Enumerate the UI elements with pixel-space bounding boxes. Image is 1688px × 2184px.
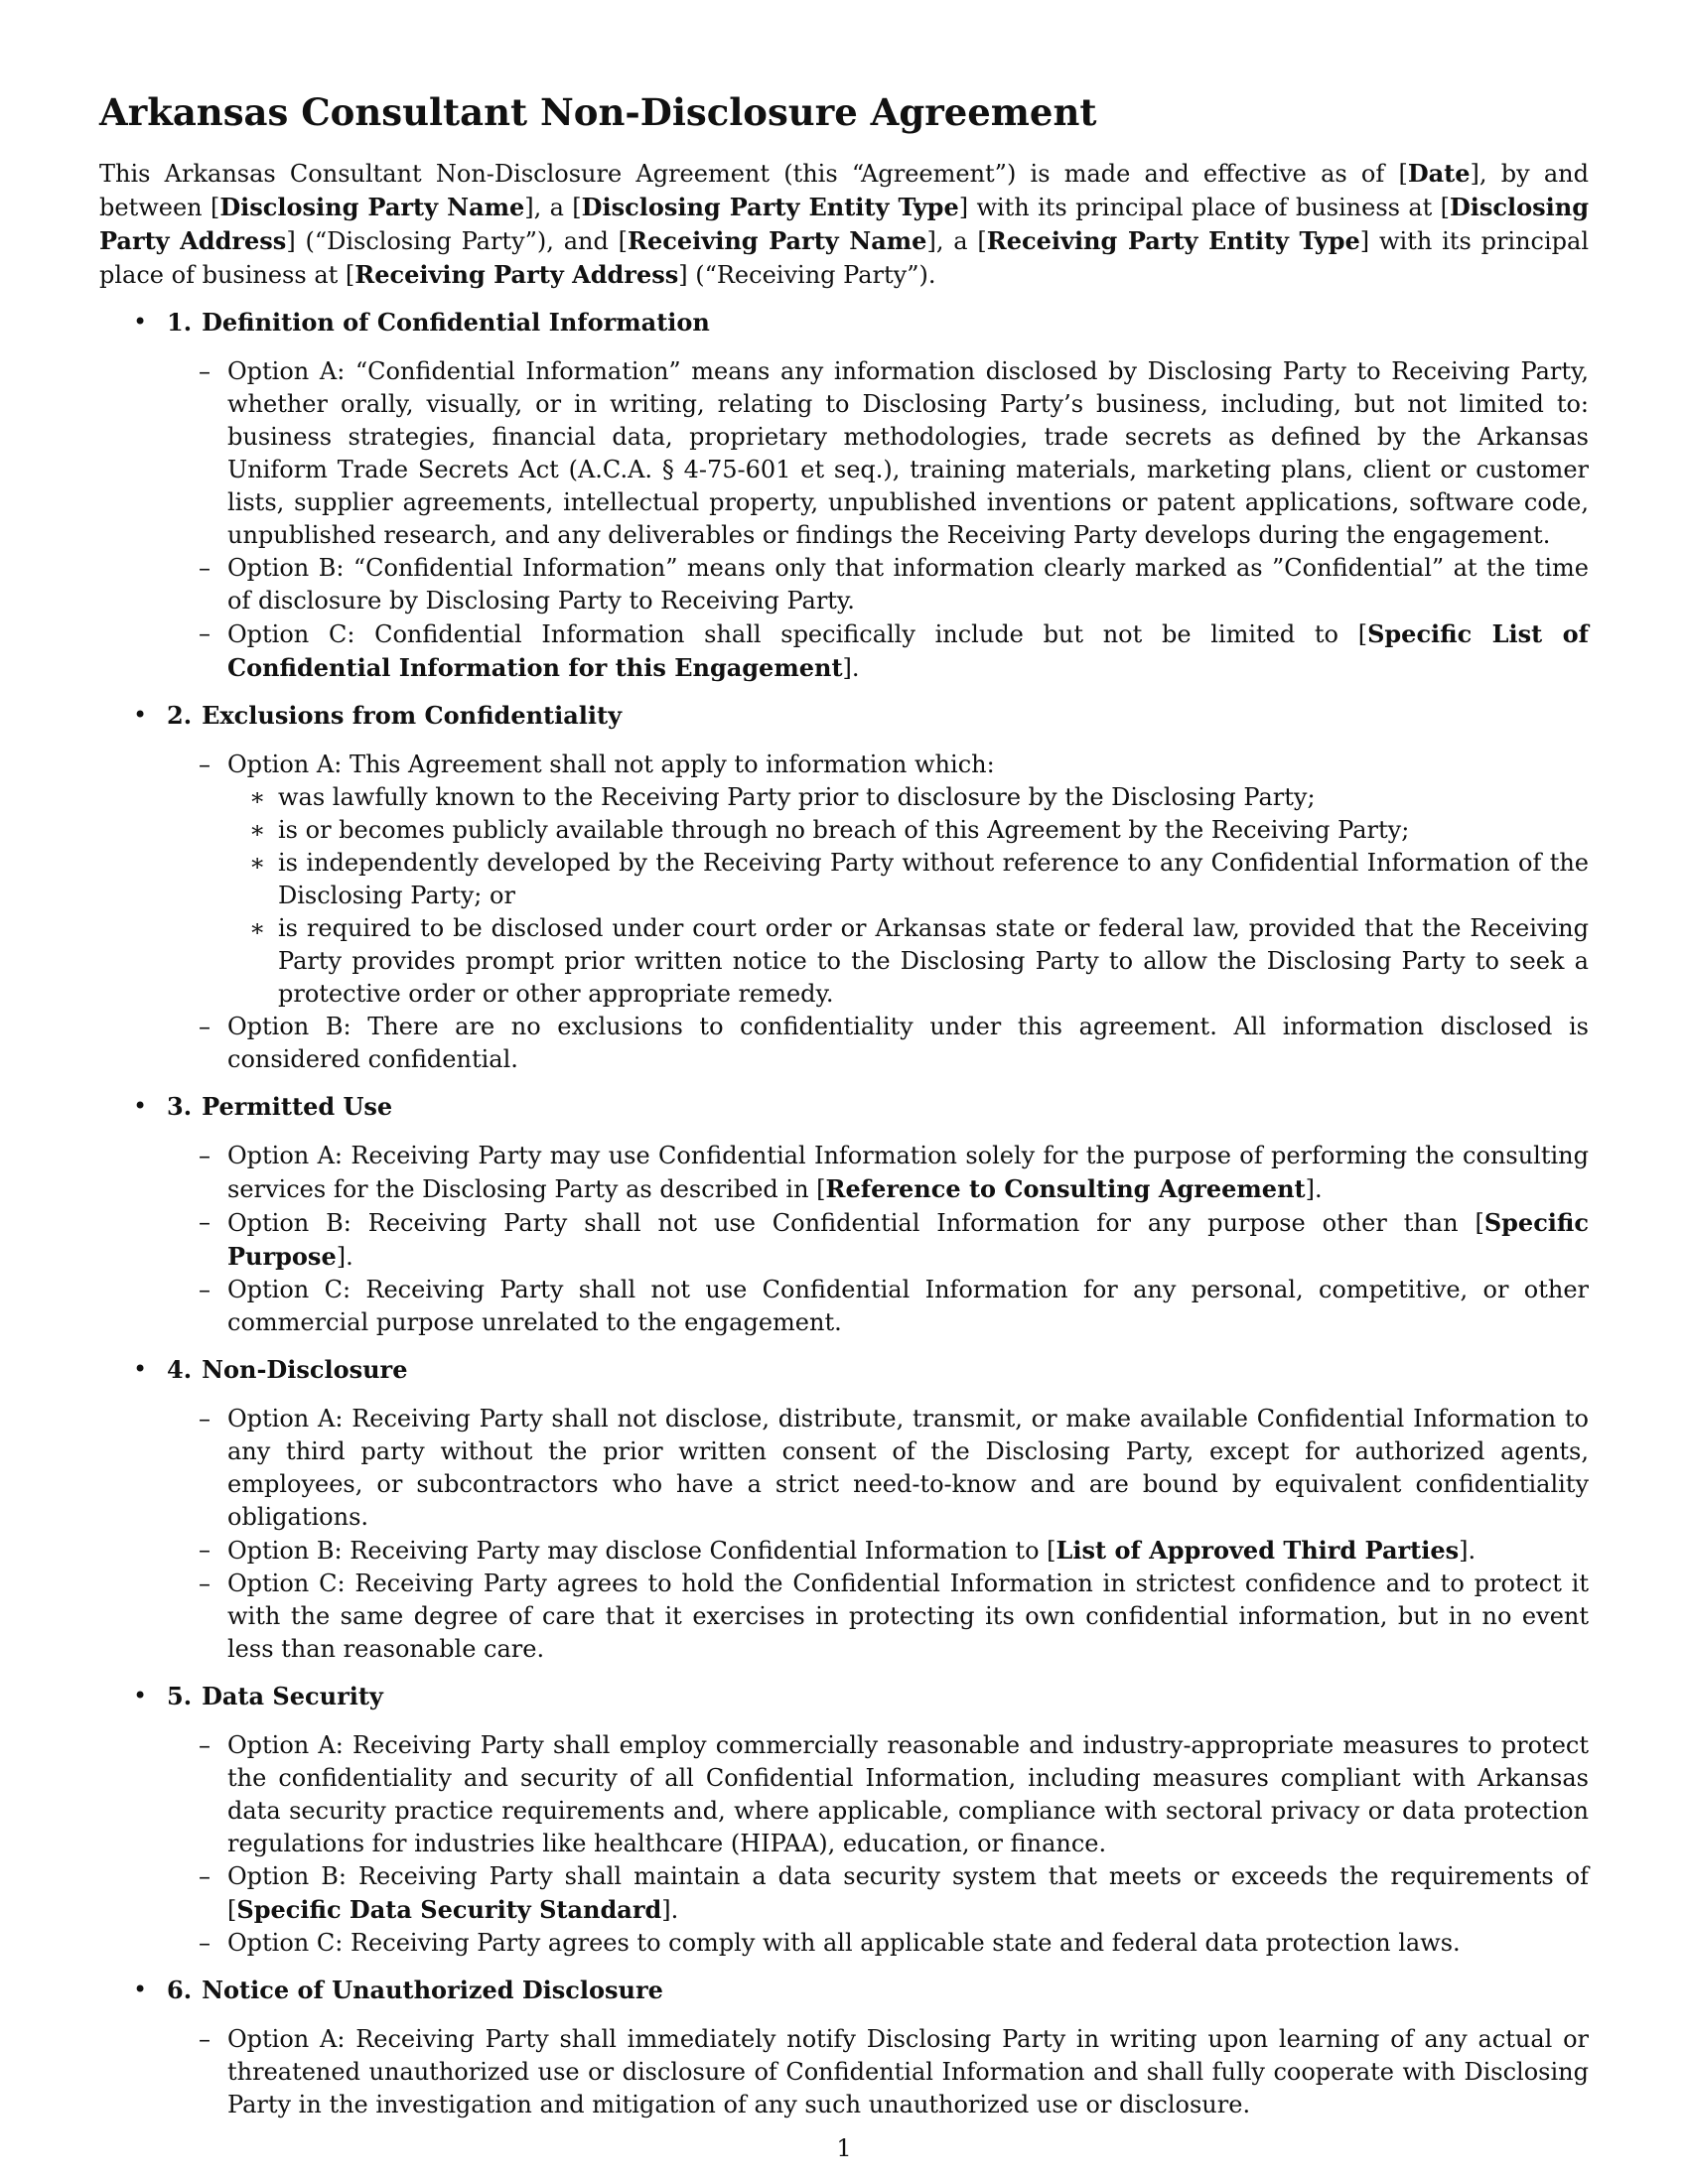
section-title: Definition of Confidential Information <box>202 308 710 337</box>
section-number: 2. <box>167 701 193 730</box>
placeholder-field: Specific Data Security Standard <box>236 1895 662 1924</box>
option-list <box>167 2023 1589 2121</box>
section-heading <box>167 699 1589 732</box>
section-3 <box>99 1090 1589 1339</box>
intro-text: ], a [ <box>524 194 582 221</box>
exclusion-list <box>227 781 1589 1011</box>
section-title: Data Security <box>202 1682 383 1710</box>
section-number: 1. <box>167 308 193 337</box>
section-4 <box>99 1353 1589 1666</box>
option-item <box>167 1860 1589 1927</box>
placeholder-field: Specific Purpose <box>227 1208 1589 1271</box>
exclusion-item: ∗ is independently developed by the Receiving Party without reference to any Confidential Information of the Disclosing Party; or <box>227 847 1589 912</box>
receiving-party-name-placeholder: Receiving Party Name <box>628 226 927 255</box>
option-text: ]. <box>661 1896 679 1924</box>
section-list <box>99 306 1589 2121</box>
option-text: Option C: Confidential Information shall specifically include but not be limited to [ <box>227 620 1368 648</box>
section-6 <box>99 1974 1589 2121</box>
intro-text: ] (“Receiving Party”). <box>678 261 936 289</box>
intro-text: ], a [ <box>926 227 987 255</box>
option-list <box>167 1140 1589 1339</box>
option-list <box>167 1403 1589 1666</box>
option-list <box>167 355 1589 685</box>
exclusion-item: ∗ is or becomes publicly available through no breach of this Agreement by the Receiving Party; <box>227 814 1589 847</box>
intro-text: This Arkansas Consultant Non-Disclosure Agreement (this “Agreement”) is made and effective as of [ <box>99 160 1408 188</box>
option-text: Option B: Receiving Party may disclose Confidential Information to [ <box>227 1537 1056 1565</box>
placeholder-field: Specific List of Confidential Information for this Engagement <box>227 619 1589 682</box>
intro-text: ] with its principal place of business at [ <box>99 227 1590 289</box>
option-item <box>167 1140 1589 1206</box>
section-1 <box>99 306 1589 685</box>
option-item: – Option B: There are no exclusions to confidentiality under this agreement. All information disclosed is considered confidential. <box>167 1011 1589 1076</box>
section-title: Non-Disclosure <box>202 1355 408 1384</box>
option-item: – Option A: “Confidential Information” means any information disclosed by Disclosing Party to Receiving Party, whether orally, visually, or in writing, relating to Disclosing Party’s business, including, but not limited to: business strategies, financial data, proprietary methodologies, trade secrets as defined by the Arkansas Uniform Trade Secrets Act (A.C.A. § 4-75-601 et seq.), training materials, marketing plans, client or customer lists, supplier agreements, intellectual property, unpublished inventions or patent applications, software code, unpublished research, and any deliverables or findings the Receiving Party develops during the engagement. <box>167 355 1589 552</box>
section-title: Exclusions from Confidentiality <box>202 701 623 730</box>
intro-text: ], by and between [ <box>99 160 1589 221</box>
section-heading <box>167 306 1589 339</box>
date-placeholder: Date <box>1407 159 1471 188</box>
section-heading <box>167 1090 1589 1123</box>
option-item: – Option A: Receiving Party shall employ commercially reasonable and industry-appropriate measures to protect the confidentiality and security of all Confidential Information, including measures compliant with Arkansas data security practice requirements and, where applicable, compliance with sectoral privacy or data protection regulations for industries like healthcare (HIPAA), education, or finance. <box>167 1729 1589 1860</box>
option-item <box>167 1206 1589 1274</box>
document-title: Arkansas Consultant Non-Disclosure Agreement <box>99 90 1097 134</box>
intro-text: ] with its principal place of business at [ <box>958 194 1450 221</box>
intro-paragraph <box>99 157 1589 292</box>
placeholder-field: List of Approved Third Parties <box>1055 1536 1460 1565</box>
option-text: ]. <box>1305 1175 1323 1203</box>
option-text: ]. <box>336 1243 353 1271</box>
option-item: – Option C: Receiving Party shall not use Confidential Information for any personal, competitive, or other commercial purpose unrelated to the engagement. <box>167 1274 1589 1339</box>
exclusion-item: ∗ is required to be disclosed under court order or Arkansas state or federal law, provided that the Receiving Party provides prompt prior written notice to the Disclosing Party to allow the Disclosing Party to seek a protective order or other appropriate remedy. <box>227 912 1589 1011</box>
option-item: – Option A: Receiving Party shall not disclose, distribute, transmit, or make available Confidential Information to any third party without the prior written consent of the Disclosing Party, except for authorized agents, employees, or subcontractors who have a strict need-to-know and are bound by equivalent confidentiality obligations. <box>167 1403 1589 1534</box>
option-item <box>167 1534 1589 1568</box>
option-list <box>167 749 1589 1076</box>
option-item: – Option C: Receiving Party agrees to comply with all applicable state and federal data protection laws. <box>167 1927 1589 1960</box>
option-item: – Option C: Receiving Party agrees to hold the Confidential Information in strictest confidence and to protect it with the same degree of care that it exercises in protecting its own confidential information, but in no event less than reasonable care. <box>167 1568 1589 1666</box>
option-item <box>167 749 1589 1011</box>
option-text: Option A: Receiving Party may use Confidential Information solely for the purpose of performing the consulting services for the Disclosing Party as described in [ <box>227 1142 1589 1203</box>
option-text: ]. <box>1459 1537 1477 1565</box>
section-title: Permitted Use <box>202 1092 393 1121</box>
section-number: 6. <box>167 1976 193 2004</box>
section-heading <box>167 1680 1589 1712</box>
receiving-party-address-placeholder: Receiving Party Address <box>354 260 679 289</box>
option-text: Option B: Receiving Party shall maintain a data security system that meets or exceeds the requirements of [ <box>227 1862 1589 1924</box>
disclosing-party-type-placeholder: Disclosing Party Entity Type <box>581 193 959 221</box>
receiving-party-type-placeholder: Receiving Party Entity Type <box>986 226 1360 255</box>
option-list <box>167 1729 1589 1960</box>
section-heading <box>167 1353 1589 1386</box>
disclosing-party-address-placeholder: Disclosing Party Address <box>99 193 1590 255</box>
section-2 <box>99 699 1589 1076</box>
disclosing-party-name-placeholder: Disclosing Party Name <box>219 193 525 221</box>
option-item <box>167 617 1589 685</box>
option-item: – Option B: “Confidential Information” means only that information clearly marked as ”Confidential” at the time of disclosure by Disclosing Party to Receiving Party. <box>167 552 1589 617</box>
page-number: 1 <box>836 2134 852 2162</box>
intro-text: ] (“Disclosing Party”), and [ <box>286 227 629 255</box>
section-number: 4. <box>167 1355 193 1384</box>
section-number: 3. <box>167 1092 193 1121</box>
placeholder-field: Reference to Consulting Agreement <box>825 1174 1306 1203</box>
option-text: Option B: Receiving Party shall not use Confidential Information for any purpose other than [ <box>227 1209 1484 1237</box>
section-heading <box>167 1974 1589 2006</box>
exclusion-item: ∗ was lawfully known to the Receiving Party prior to disclosure by the Disclosing Party; <box>227 781 1589 814</box>
section-number: 5. <box>167 1682 193 1710</box>
option-text: – Option A: This Agreement shall not apply to information which: <box>227 751 995 778</box>
document-page <box>99 79 1589 2135</box>
section-title: Notice of Unauthorized Disclosure <box>202 1976 663 2004</box>
section-5 <box>99 1680 1589 1960</box>
option-text: ]. <box>842 654 860 682</box>
option-item: – Option A: Receiving Party shall immediately notify Disclosing Party in writing upon learning of any actual or threatened unauthorized use or disclosure of Confidential Information and shall fully cooperate with Disclosing Party in the investigation and mitigation of any such unauthorized use or disclosure. <box>167 2023 1589 2121</box>
